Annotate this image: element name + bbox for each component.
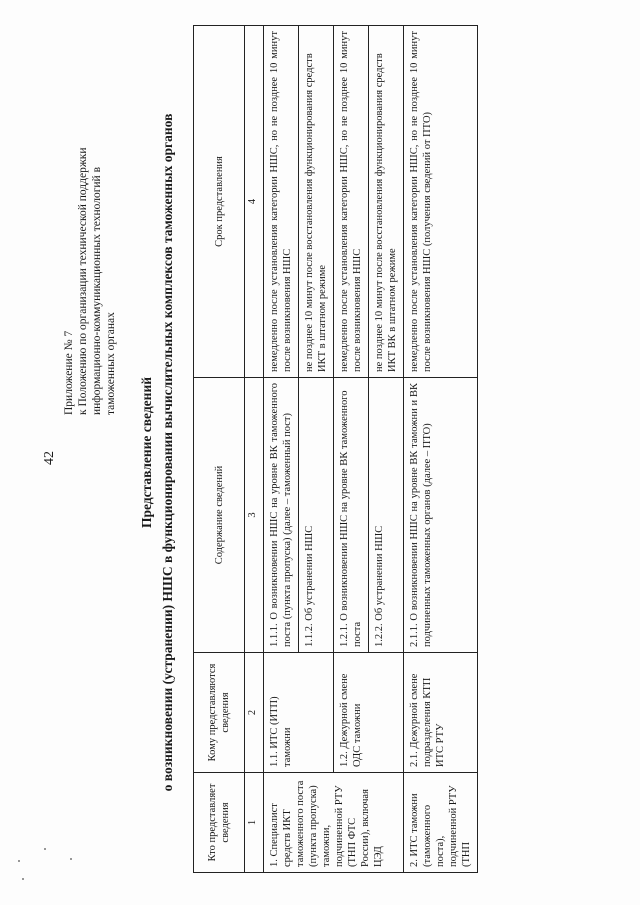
appendix-line: информационно-коммуникационных технологий в: [91, 166, 103, 415]
table-row: [334, 26, 369, 873]
page-number: 42: [42, 451, 57, 465]
column-header: Кто представляет сведения: [194, 773, 245, 873]
document-title: Представление сведений: [139, 376, 154, 529]
table-header-row: [194, 26, 245, 873]
column-header: Содержание сведений: [194, 378, 245, 653]
table-cell-term: немедленно после установления категории НШС, но не позднее 10 минут после возникновения НШС: [264, 26, 299, 378]
column-header: Кому представляются сведения: [194, 653, 245, 773]
column-header: Срок представления: [194, 26, 245, 378]
column-number: 4: [245, 26, 264, 378]
table-cell-term: немедленно после установления категории НШС, но не позднее 10 минут после возникновения НШС (получения сведений от ПТО): [404, 26, 478, 378]
table-cell-term: не позднее 10 минут после восстановления функционирования средств ИКТ в штатном режиме: [299, 26, 334, 378]
appendix-header: [62, 85, 118, 415]
table-row: [404, 26, 478, 873]
table-cell-content: 1.2.1. О возникновении НШС на уровне ВК таможенного поста: [334, 378, 369, 653]
table-cell-term: немедленно после установления категории НШС, но не позднее 10 минут после возникновения НШС: [334, 26, 369, 378]
table-cell-who: 2. ИТС таможни (таможенного поста), подчиненной РТУ (ТНП: [404, 773, 478, 873]
table-cell-to-whom: 1.1. ИТС (ИТП) таможни: [264, 653, 334, 773]
appendix-line: Приложение № 7: [63, 330, 75, 415]
info-table: [193, 25, 478, 873]
table-cell-who: 1. Специалист средств ИКТ таможенного поста (пункта пропуска) таможни, подчиненной РТУ (ТНП ФТС России), включая ЦЭД: [264, 773, 404, 873]
table-row: [264, 26, 299, 873]
column-number-row: [245, 26, 264, 873]
column-number: 3: [245, 378, 264, 653]
table-cell-content: 1.1.2. Об устранении НШС: [299, 378, 334, 653]
column-number: 2: [245, 653, 264, 773]
table-cell-content: 1.2.2. Об устранении НШС: [369, 378, 404, 653]
table-cell-content: 2.1.1. О возникновении НШС на уровне ВК таможни и ВК подчиненных таможенных органов (далее – ПТО): [404, 378, 478, 653]
table-cell-term: не позднее 10 минут после восстановления функционирования средств ИКТ ВК в штатном режиме: [369, 26, 404, 378]
appendix-line: таможенных органах: [105, 312, 117, 415]
document-subtitle: о возникновении (устранении) НШС в функционировании вычислительных комплексов таможенных органов: [160, 113, 175, 792]
table-cell-to-whom: 2.1. Дежурной смене подразделения КТП ИТС РТУ: [404, 653, 478, 773]
appendix-line: к Положению по организации технической поддержки: [77, 147, 89, 415]
table-cell-to-whom: 1.2. Дежурной смене ОДС таможни: [334, 653, 404, 773]
column-number: 1: [245, 773, 264, 873]
table-cell-content: 1.1.1. О возникновении НШС на уровне ВК таможенного поста (пункта пропуска) (далее – таможенный пост): [264, 378, 299, 653]
